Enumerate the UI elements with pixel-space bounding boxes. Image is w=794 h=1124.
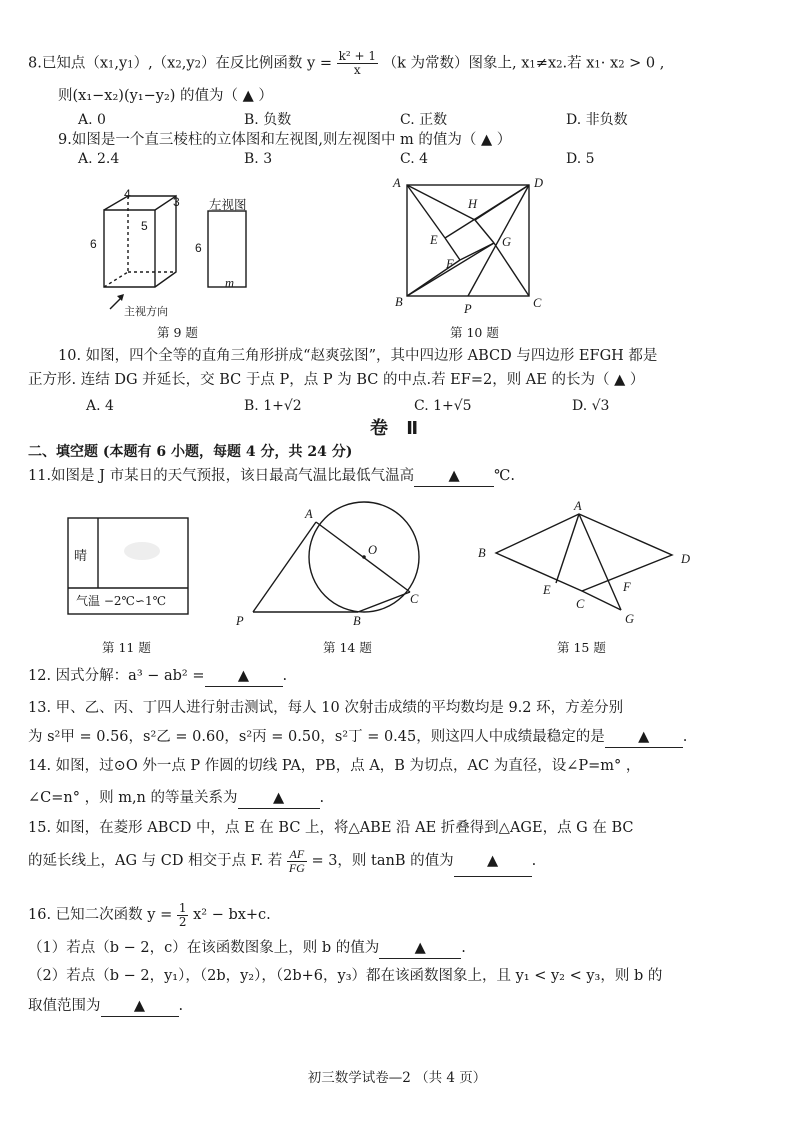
q8-line2: 则(x₁−x₂)(y₁−y₂) 的值为（ ▲ ） bbox=[58, 88, 273, 104]
q11-caption: 第 11 题 bbox=[102, 640, 151, 655]
q15-caption: 第 15 题 bbox=[557, 640, 606, 655]
q10-label-f: F bbox=[446, 257, 454, 271]
prism-label-mid: 5 bbox=[141, 219, 148, 233]
q16-stem: 16. 已知二次函数 y = $\frac{1}{2}$ x² − bx+c. bbox=[28, 900, 271, 929]
q8-option-a: A. 0 bbox=[78, 112, 106, 128]
q10-label-c: C bbox=[533, 296, 542, 310]
q12-stem: 12. 因式分解：a³ − ab² = ▲ . bbox=[28, 666, 287, 687]
q11-stem: 11.如图是 J 市某日的天气预报，该日最高气温比最低气温高 ▲ ℃. bbox=[28, 466, 515, 487]
q13-line2: 为 s²甲 = 0.56，s²乙 = 0.60，s²丙 = 0.50，s²丁 = 0.45，则这四人中成绩最稳定的是 ▲ . bbox=[28, 727, 687, 748]
section2-header: 二、填空题 (本题有 6 小题，每题 4 分，共 24 分) bbox=[28, 444, 353, 460]
side-view-height: 6 bbox=[195, 241, 202, 255]
q16-part2-line2: 取值范围为 ▲ . bbox=[28, 996, 183, 1017]
q15-line1: 15. 如图，在菱形 ABCD 中，点 E 在 BC 上，将△ABE 沿 AE 折叠得到△AGE，点 G 在 BC bbox=[28, 820, 634, 836]
q15-label-g: G bbox=[625, 612, 635, 626]
q10-option-a: A. 4 bbox=[86, 398, 114, 414]
q14-label-a: A bbox=[305, 507, 313, 521]
q11-answer-blank[interactable]: ▲ bbox=[414, 466, 494, 487]
q12-answer-blank[interactable]: ▲ bbox=[205, 666, 283, 687]
q16-part2-blank[interactable]: ▲ bbox=[101, 996, 179, 1017]
q9-option-c: C. 4 bbox=[400, 151, 429, 167]
side-view-title: 左视图 bbox=[209, 197, 247, 212]
weather-temp: 气温 −2℃∽1℃ bbox=[76, 594, 167, 608]
q9-option-b: B. 3 bbox=[244, 151, 273, 167]
q14-label-o: O bbox=[368, 543, 378, 557]
q10-option-c: C. 1+√5 bbox=[414, 398, 472, 414]
page-footer: 初三数学试卷—2 （共 4 页） bbox=[307, 1070, 487, 1086]
q16-part1: （1）若点（b − 2，c）在该函数图象上，则 b 的值为 ▲ . bbox=[28, 938, 466, 959]
q15-fraction: $\frac{AF}{FG}$ bbox=[288, 846, 305, 875]
q10-line1: 10. 如图，四个全等的直角三角形拼成“赵爽弦图”，其中四边形 ABCD 与四边形 EFGH 都是 bbox=[58, 348, 658, 364]
q9-option-a: A. 2.4 bbox=[78, 151, 120, 167]
q14-answer-blank[interactable]: ▲ bbox=[238, 788, 320, 809]
q14-line2: ∠C=n° ，则 m,n 的等量关系为 ▲ . bbox=[28, 788, 324, 809]
weather-label: 晴 bbox=[74, 549, 88, 564]
q14-label-c: C bbox=[410, 592, 419, 606]
side-view-m: m bbox=[225, 276, 235, 290]
q15-label-e: E bbox=[543, 583, 551, 597]
q8-option-b: B. 负数 bbox=[244, 112, 292, 128]
q9-caption: 第 9 题 bbox=[157, 325, 198, 340]
q14-label-b: B bbox=[353, 614, 361, 628]
q8-line1: 8.已知点（x1,y1）,（x2,y2）在反比例函数 y = $\frac{\text{k² + 1}}{x}$ （k 为常数）图象上, x1≠x2.若 x1· x2 > 0 , bbox=[28, 49, 665, 77]
q10-label-g: G bbox=[502, 235, 512, 249]
front-direction-label: 主视方向 bbox=[124, 305, 168, 318]
q8-option-d: D. 非负数 bbox=[566, 112, 628, 128]
q13-line1: 13. 甲、乙、丙、丁四人进行射击测试，每人 10 次射击成绩的平均数均是 9.2 环，方差分别 bbox=[28, 700, 624, 716]
q16-part2-line1: （2）若点（b − 2，y₁），（2b，y₂），（2b+6，y₃）都在该函数图象上，且 y₁ < y₂ < y₃，则 b 的 bbox=[28, 968, 663, 984]
q10-caption: 第 10 题 bbox=[450, 325, 499, 340]
q15-label-f: F bbox=[623, 580, 631, 594]
q15-label-d: D bbox=[681, 552, 691, 566]
q10-option-b: B. 1+√2 bbox=[244, 398, 302, 414]
q15-label-a: A bbox=[574, 499, 582, 513]
q10-label-e: E bbox=[430, 233, 438, 247]
q10-line2: 正方形. 连结 DG 并延长，交 BC 于点 P，点 P 为 BC 的中点.若 EF=2，则 AE 的长为（ ▲ ） bbox=[28, 372, 645, 388]
section-title: 卷 Ⅱ bbox=[369, 418, 425, 439]
q8-fraction: $\frac{\text{k² + 1}}{x}$ bbox=[338, 49, 377, 77]
q16-part1-blank[interactable]: ▲ bbox=[379, 938, 461, 959]
q16-fraction: $\frac{1}{2}$ bbox=[178, 900, 187, 929]
q10-option-d: D. √3 bbox=[572, 398, 610, 414]
q15-line2: 的延长线上，AG 与 CD 相交于点 F. 若 $\frac{AF}{FG}$ = 3，则 tanB 的值为 ▲ . bbox=[28, 846, 536, 877]
q15-label-b: B bbox=[478, 546, 486, 560]
q15-answer-blank[interactable]: ▲ bbox=[454, 846, 532, 877]
q8-option-c: C. 正数 bbox=[400, 112, 448, 128]
prism-label-top: 4 bbox=[124, 187, 131, 201]
q10-label-d: D bbox=[534, 176, 544, 190]
q10-label-a: A bbox=[393, 176, 401, 190]
q9-option-d: D. 5 bbox=[566, 151, 595, 167]
q15-label-c: C bbox=[576, 597, 585, 611]
prism-label-left: 6 bbox=[90, 237, 97, 251]
q10-label-h: H bbox=[468, 197, 478, 211]
q10-label-b: B bbox=[395, 295, 403, 309]
prism-label-right: 3 bbox=[173, 195, 180, 209]
q14-line1: 14. 如图，过⊙O 外一点 P 作圆的切线 PA，PB，点 A，B 为切点，AC 为直径，设∠P=m° ， bbox=[28, 758, 641, 774]
q14-label-p: P bbox=[236, 614, 244, 628]
q10-label-p: P bbox=[464, 302, 472, 316]
q13-answer-blank[interactable]: ▲ bbox=[605, 727, 683, 748]
q9-stem: 9.如图是一个直三棱柱的立体图和左视图,则左视图中 m 的值为（ ▲ ） bbox=[58, 132, 512, 148]
q14-caption: 第 14 题 bbox=[323, 640, 372, 655]
